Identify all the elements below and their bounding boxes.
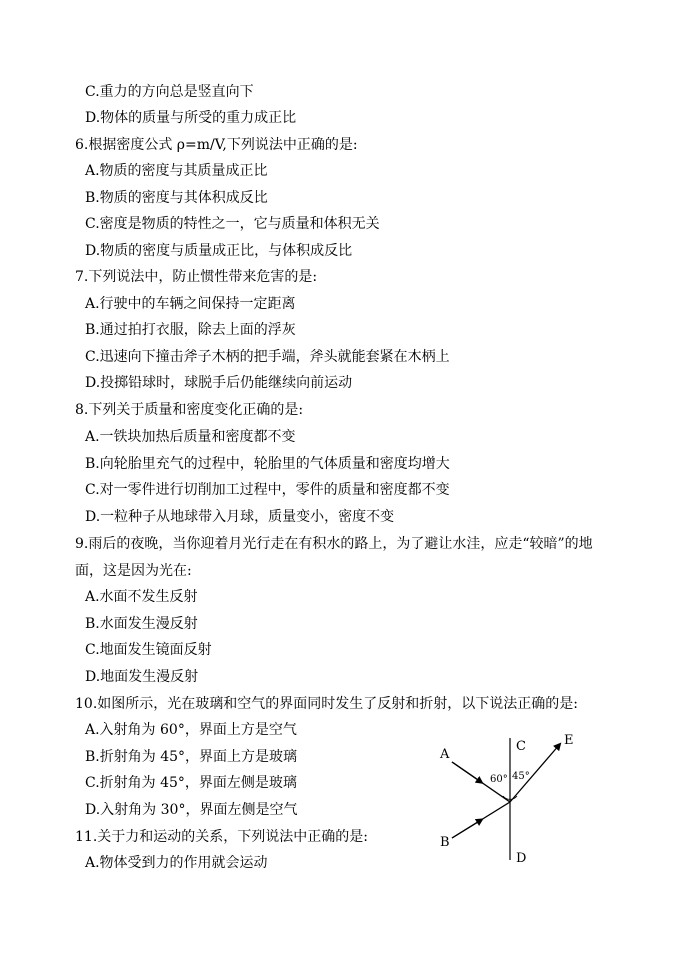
q10-option-c: C.折射角为 45°，界面左侧是玻璃: [85, 775, 297, 791]
label-b: B: [440, 835, 450, 850]
label-c: C: [516, 739, 526, 754]
q9-stem-line1: 9.雨后的夜晚，当你迎着月光行走在有积水的路上，为了避让水洼，应走“较暗”的地: [75, 536, 593, 552]
q7-stem: 7.下列说法中，防止惯性带来危害的是:: [75, 269, 318, 285]
q11-option-a: A.物体受到力的作用就会运动: [85, 855, 268, 871]
q10-option-b: B.折射角为 45°，界面上方是玻璃: [85, 749, 298, 765]
q11-stem: 11.关于力和运动的关系，下列说法中正确的是:: [75, 829, 368, 845]
q7-option-b: B.通过拍打衣服，除去上面的浮灰: [85, 322, 296, 338]
q8-option-a: A.一铁块加热后质量和密度都不变: [85, 429, 296, 445]
q9-option-c: C.地面发生镜面反射: [85, 642, 212, 658]
q7-option-d: D.投掷铅球时，球脱手后仍能继续向前运动: [85, 375, 353, 391]
q6-option-d: D.物质的密度与质量成正比，与体积成反比: [85, 243, 353, 259]
q9-option-b: B.水面发生漫反射: [85, 616, 198, 632]
q6-option-a: A.物质的密度与其质量成正比: [85, 163, 268, 179]
label-a: A: [440, 747, 450, 762]
q10-stem: 10.如图所示，光在玻璃和空气的界面同时发生了反射和折射，以下说法正确的是:: [75, 696, 578, 712]
q8-option-b: B.向轮胎里充气的过程中，轮胎里的气体质量和密度均增大: [85, 456, 450, 472]
q9-option-a: A.水面不发生反射: [85, 589, 198, 605]
ray-b-arrow: [452, 819, 482, 838]
q9-option-d: D.地面发生漫反射: [85, 669, 199, 685]
ray-a-arrow: [452, 762, 482, 783]
label-d: D: [516, 851, 527, 866]
angle-45-label: 45°: [512, 771, 530, 782]
q5-option-c: C.重力的方向总是竖直向下: [85, 84, 254, 100]
q8-option-c: C.对一零件进行切削加工过程中，零件的质量和密度都不变: [85, 482, 450, 498]
q8-stem: 8.下列关于质量和密度变化正确的是:: [75, 402, 304, 418]
q5-option-d: D.物体的质量与所受的重力成正比: [85, 110, 297, 126]
q9-stem-line2: 面，这是因为光在:: [75, 563, 192, 579]
q8-option-d: D.一粒种子从地球带入月球，质量变小，密度不变: [85, 509, 395, 525]
angle-60-label: 60°: [490, 774, 508, 785]
q6-option-b: B.物质的密度与其体积成反比: [85, 190, 268, 206]
q6-option-c: C.密度是物质的特性之一，它与质量和体积无关: [85, 216, 380, 232]
q6-stem: 6.根据密度公式 ρ=m/V,下列说法中正确的是:: [75, 137, 358, 153]
q10-option-a: A.入射角为 60°，界面上方是空气: [85, 722, 297, 738]
refraction-diagram: [430, 730, 590, 870]
q10-option-d: D.入射角为 30°，界面左侧是空气: [85, 802, 298, 818]
label-e: E: [564, 733, 574, 748]
q7-option-c: C.迅速向下撞击斧子木柄的把手端，斧头就能套紧在木柄上: [85, 349, 450, 365]
q7-option-a: A.行驶中的车辆之间保持一定距离: [85, 296, 296, 312]
